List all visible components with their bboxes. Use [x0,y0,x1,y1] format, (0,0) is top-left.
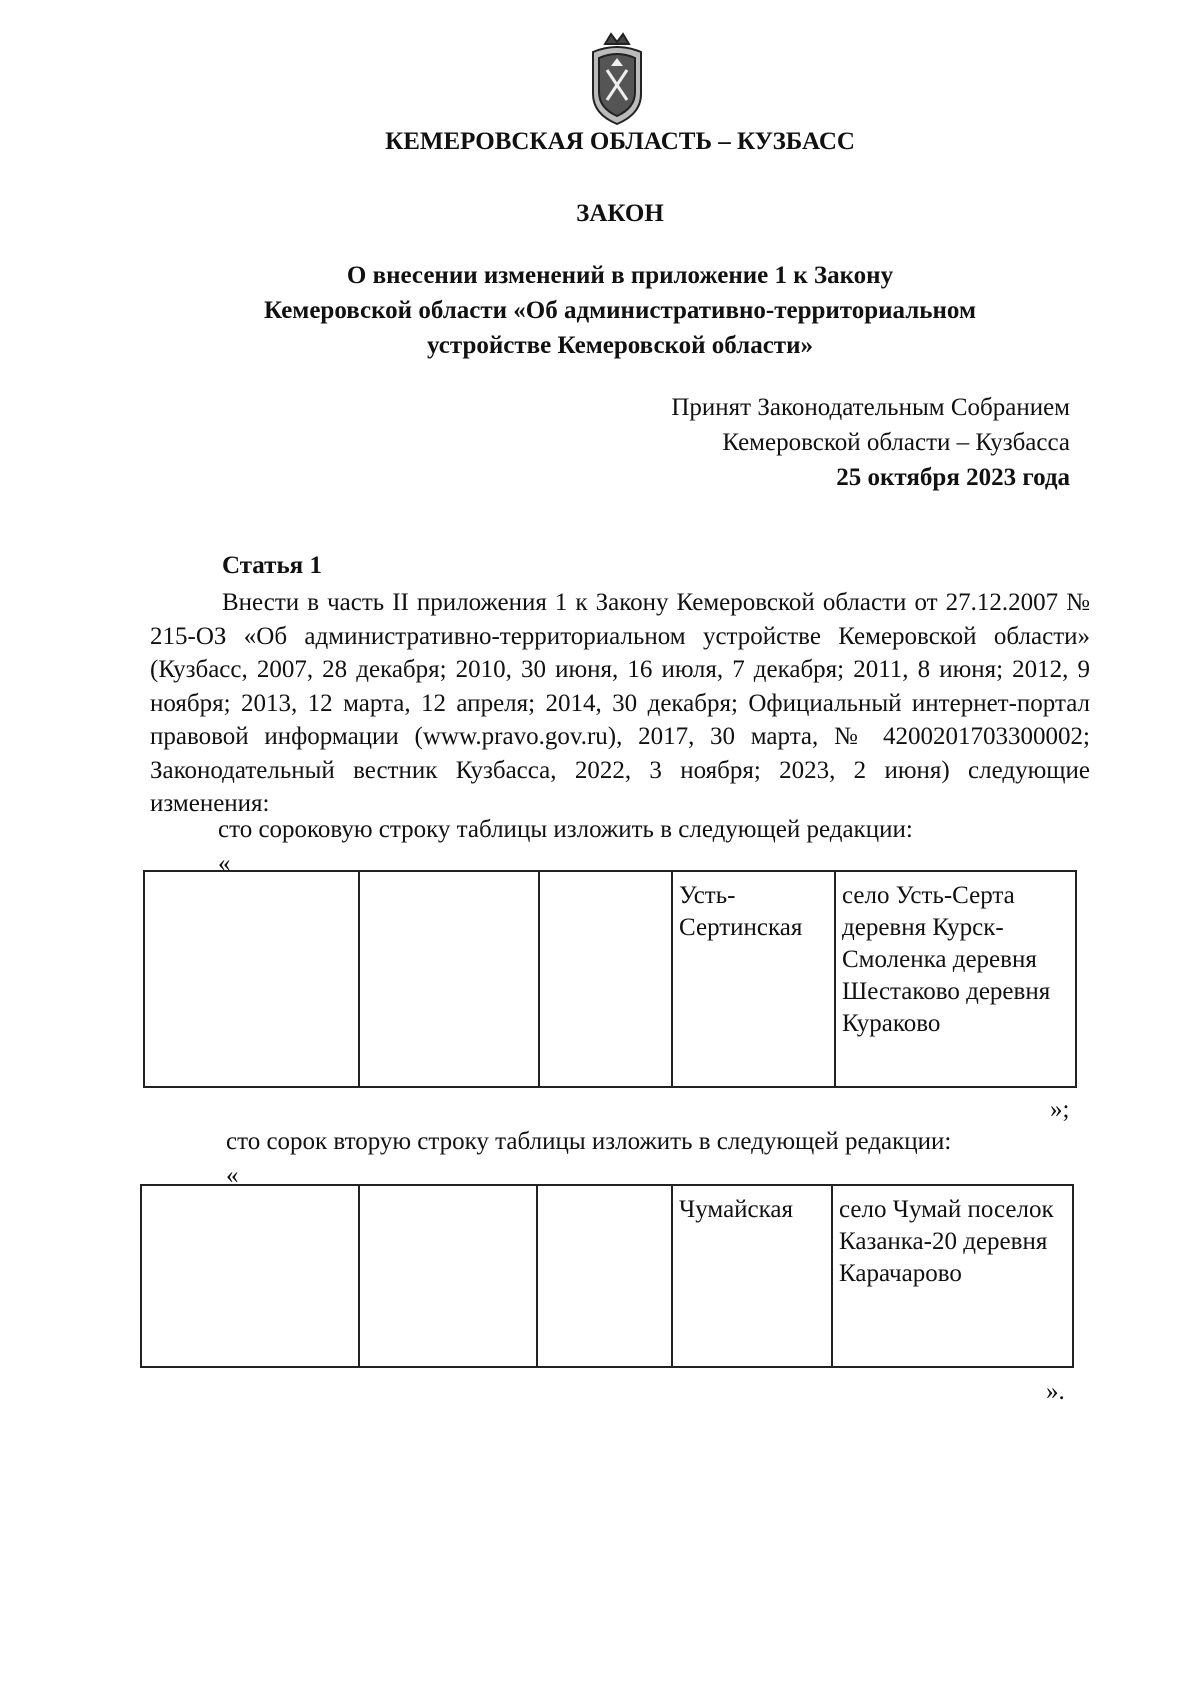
table-row [141,1185,1073,1367]
table-row-140 [143,870,1077,1088]
table-cell [144,871,359,1087]
table-cell-settlement: Чумайская [672,1185,832,1367]
open-quote: « [218,850,231,877]
adoption-block [510,390,1070,495]
table-cell-localities: село Чумай поселок Казанка-20 деревня Карачарово [832,1185,1073,1367]
adoption-date: 25 октября 2023 года [836,464,1070,491]
article-body [150,586,1090,821]
article-paragraph: Внести в часть II приложения 1 к Закону Кемеровской области от 27.12.2007 № 215-ОЗ «Об административно-территориальном устройстве Кемеровской области» (Кузбасс, 2007, 28 декабря; 2010, 30 июня, 16 июля, 7 декабря; 2011, 8 июня; 2012, 9 ноября; 2013, 12 марта, 12 апреля; 2014, 30 декабря; Официальный интернет-портал правовой информации (www.pravo.gov.ru), 2017, 30 марта, № 4200201703300002; Законодательный вестник Кузбасса, 2022, 3 ноября; 2023, 2 июня) следующие изменения: [150,589,1090,817]
region-heading: КЕМЕРОВСКАЯ ОБЛАСТЬ – КУЗБАСС [385,128,855,155]
document-type: ЗАКОН [576,200,664,227]
adoption-line: Кемеровской области – Кузбасса [722,429,1070,456]
table-cell [539,871,672,1087]
close-quote: »; [1050,1096,1070,1123]
coat-of-arms-emblem [577,30,657,130]
table-cell [537,1185,672,1367]
adoption-line: Принят Законодательным Собранием [671,394,1070,421]
change2-intro: сто сорок вторую строку таблицы изложить в следующей редакции: [226,1128,952,1155]
law-title [150,258,1090,363]
close-quote: ». [1046,1378,1065,1405]
table-cell [359,1185,537,1367]
article-heading: Статья 1 [222,552,322,579]
table-cell [359,871,539,1087]
law-title-line: О внесении изменений в приложение 1 к Закону [346,262,894,289]
table-cell-settlement: Усть-Сертинская [672,871,835,1087]
change1-intro: сто сороковую строку таблицы изложить в следующей редакции: [218,816,913,843]
table-row-142 [140,1184,1074,1368]
law-title-line: Кемеровской области «Об административно-территориальном [264,297,976,324]
table-row [144,871,1076,1087]
law-title-line: устройстве Кемеровской области» [427,332,813,359]
table-cell [141,1185,359,1367]
table-cell-localities: село Усть-Серта деревня Курск-Смоленка деревня Шестаково деревня Кураково [835,871,1076,1087]
open-quote: « [226,1162,239,1189]
